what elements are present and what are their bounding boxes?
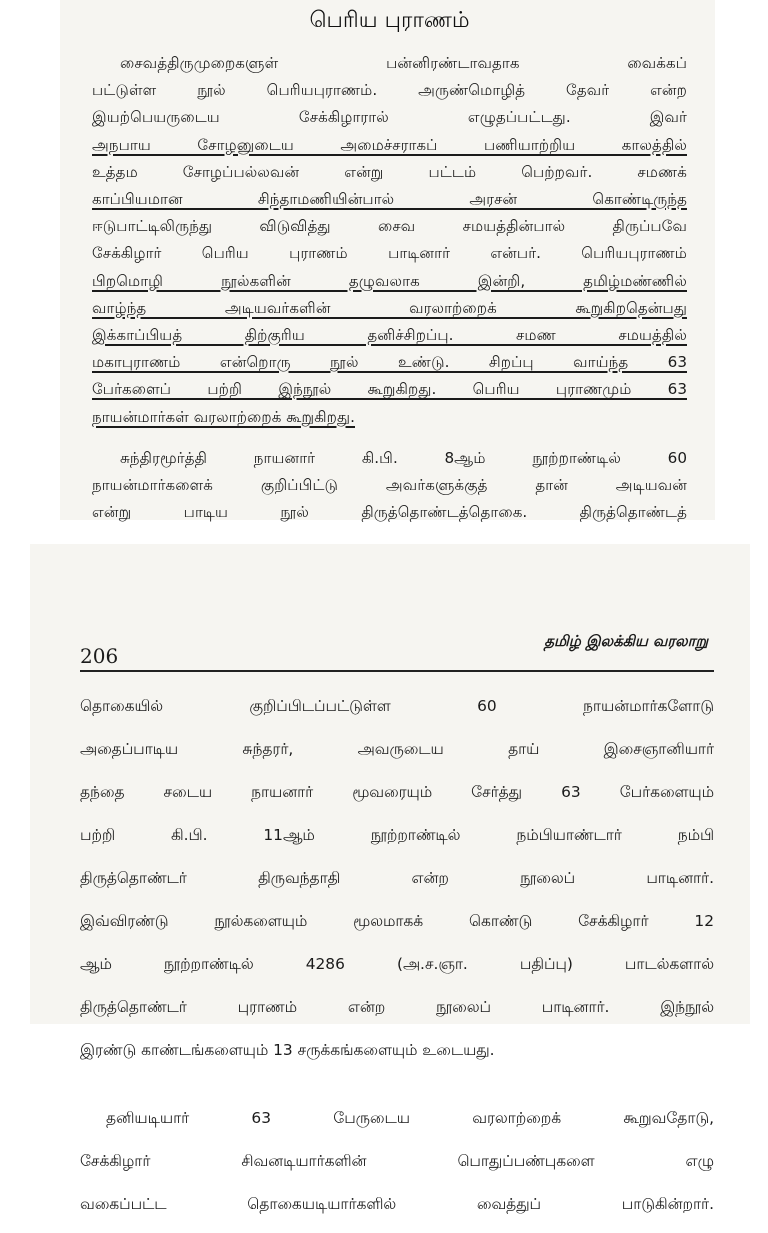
text-line: உத்தம சோழப்பல்லவன் என்று பட்டம் பெற்றவர். சமணக் (92, 162, 687, 181)
text-line: காப்பியமான சிந்தாமணியின்பால் அரசன் கொண்டிருந்த (92, 190, 687, 209)
text-line: அநபாய சோழனுடைய அமைச்சராகப் பணியாற்றிய காலத்தில் (92, 135, 687, 154)
header-rule (80, 670, 714, 672)
paragraph-2 (92, 445, 687, 527)
text-line: நாயன்மார்களைக் குறிப்பிட்டு அவர்களுக்குத் தான் அடியவன் (92, 476, 687, 495)
running-head: தமிழ் இலக்கிய வரலாறு (544, 632, 708, 650)
text-line: இக்காப்பியத் திற்குரிய தனிச்சிறப்பு. சமண சமயத்தில் (92, 326, 687, 345)
top-page (60, 0, 715, 520)
text-line: தனியடியார் 63 பேருடைய வரலாற்றைக் கூறுவதோடு, (106, 1108, 714, 1127)
text-line: வாழ்ந்த அடியவர்களின் வரலாற்றைக் கூறுகிறதென்பது (92, 298, 687, 317)
text-line: சேக்கிழார் பெரிய புராணம் பாடினார் என்பர். பெரியபுராணம் (92, 244, 687, 263)
bottom-page (30, 544, 750, 1213)
paragraph-1 (92, 50, 687, 431)
text-line: சேக்கிழார் சிவனடியார்களின் பொதுப்பண்புகளை எழு (80, 1151, 714, 1170)
text-line: அதைப்பாடிய சுந்தரர், அவருடைய தாய் இசைஞானியார் (80, 740, 714, 759)
text-line: திருத்தொண்டர் திருவந்தாதி என்ற நூலைப் பாடினார். (80, 868, 714, 887)
text-line: பேர்களைப் பற்றி இந்நூல் கூறுகிறது. பெரிய புராணமும் 63 (92, 380, 687, 399)
text-line: என்று பாடிய நூல் திருத்தொண்டத்தொகை. திருத்தொண்டத் (92, 503, 687, 522)
text-line: வகைப்பட்ட தொகையடியார்களில் வைத்துப் பாடுகின்றார். (80, 1194, 714, 1213)
bottom-body (80, 678, 714, 1233)
text-line: இயற்பெயருடைய சேக்கிழாரால் எழுதப்பட்டது. இவர் (92, 108, 687, 127)
text-line: பற்றி கி.பி. 11ஆம் நூற்றாண்டில் நம்பியாண்டார் நம்பி (80, 826, 714, 845)
text-line: ஈடுபாட்டிலிருந்து விடுவித்து சைவ சமயத்தின்பால் திருப்பவே (92, 217, 687, 236)
text-line: மகாபுராணம் என்றொரு நூல் உண்டு. சிறப்பு வாய்ந்த 63 (92, 353, 687, 372)
text-line: ஆம் நூற்றாண்டில் 4286 (அ.ச.ஞா. பதிப்பு) பாடல்களால் (80, 954, 714, 973)
text-line: பட்டுள்ள நூல் பெரியபுராணம். அருண்மொழித் தேவர் என்ற (92, 81, 687, 100)
text-line: நாயன்மார்கள் வரலாற்றைக் கூறுகிறது. (92, 407, 355, 426)
text-line: பிறமொழி நூல்களின் தழுவலாக இன்றி, தமிழ்மண்ணில் (92, 271, 687, 290)
text-line: இரண்டு காண்டங்களையும் 13 சருக்கங்களையும் உடையது. (80, 1040, 495, 1059)
text-line: திருத்தொண்டர் புராணம் என்ற நூலைப் பாடினார். இந்நூல் (80, 997, 714, 1016)
paragraph-3 (80, 693, 714, 1064)
paragraph-4 (80, 1105, 714, 1218)
text-line: தொகையில் குறிப்பிடப்பட்டுள்ள 60 நாயன்மார்களோடு (80, 697, 714, 716)
page-title: பெரிய புராணம் (309, 8, 470, 33)
text-line: இவ்விரண்டு நூல்களையும் மூலமாகக் கொண்டு சேக்கிழார் 12 (80, 911, 714, 930)
text-line: சுந்திரமூர்த்தி நாயனார் கி.பி. 8ஆம் நூற்றாண்டில் 60 (120, 448, 687, 467)
text-line: சைவத்திருமுறைகளுள் பன்னிரண்டாவதாக வைக்கப் (120, 54, 687, 72)
text-line: தந்தை சடைய நாயனார் மூவரையும் சேர்த்து 63 பேர்களையும் (80, 783, 714, 802)
page-number: 206 (80, 644, 119, 668)
